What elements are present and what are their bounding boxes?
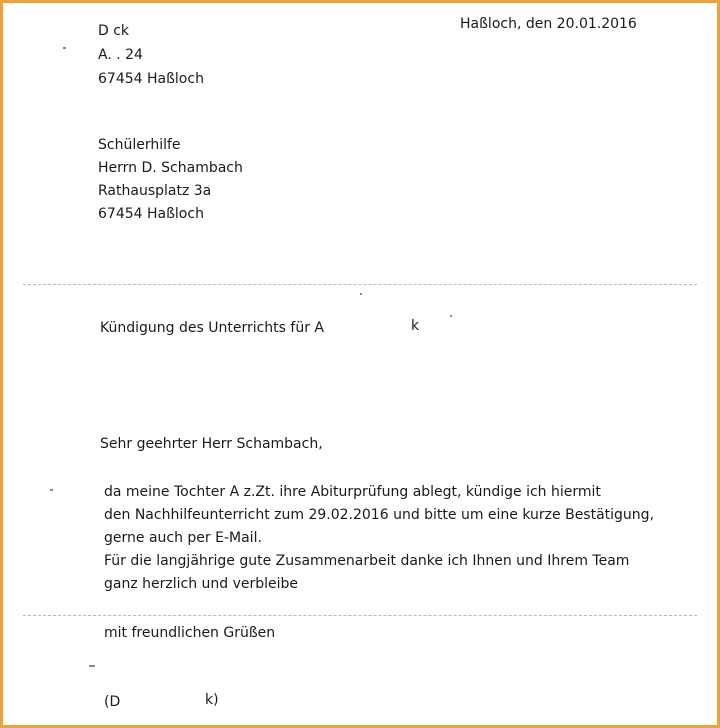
fold-line-top [23, 284, 697, 285]
scan-speck [89, 665, 95, 667]
scan-speck [63, 47, 66, 49]
recipient-line-1: Schülerhilfe [98, 137, 181, 153]
signature-start: (D [104, 694, 121, 710]
subject-redacted-end: k [411, 318, 420, 334]
recipient-line-3: Rathausplatz 3a [98, 183, 212, 199]
body-line-3: gerne auch per E-Mail. [104, 530, 262, 546]
sender-name: D ck [98, 23, 130, 39]
recipient-address [98, 134, 243, 226]
sender-city: 67454 Haßloch [98, 71, 204, 87]
scan-speck [450, 315, 452, 317]
body-line-1: da meine Tochter A z.Zt. ihre Abiturprüfung ablegt, kündige ich hiermit [104, 484, 601, 500]
fold-line-bottom [23, 615, 697, 616]
signature-end: k) [205, 692, 219, 708]
salutation: Sehr geehrter Herr Schambach, [100, 436, 323, 452]
body-line-4: Für die langjährige gute Zusammenarbeit danke ich Ihnen und Ihrem Team [104, 553, 630, 569]
sender-street: A. . 24 [98, 47, 143, 63]
letter-date: Haßloch, den 20.01.2016 [460, 16, 637, 32]
body-line-5: ganz herzlich und verbleibe [104, 576, 299, 592]
letter-body [104, 481, 654, 596]
scan-speck [360, 293, 362, 295]
sender-address [98, 19, 204, 91]
closing-phrase: mit freundlichen Grüßen [104, 625, 276, 641]
recipient-line-4: 67454 Haßloch [98, 206, 204, 222]
scan-speck [50, 489, 53, 491]
recipient-line-2: Herrn D. Schambach [98, 160, 243, 176]
body-line-2: den Nachhilfeunterricht zum 29.02.2016 und bitte um eine kurze Bestätigung, [104, 507, 655, 523]
subject-text: Kündigung des Unterrichts für A [100, 320, 324, 336]
subject-line [100, 319, 324, 337]
